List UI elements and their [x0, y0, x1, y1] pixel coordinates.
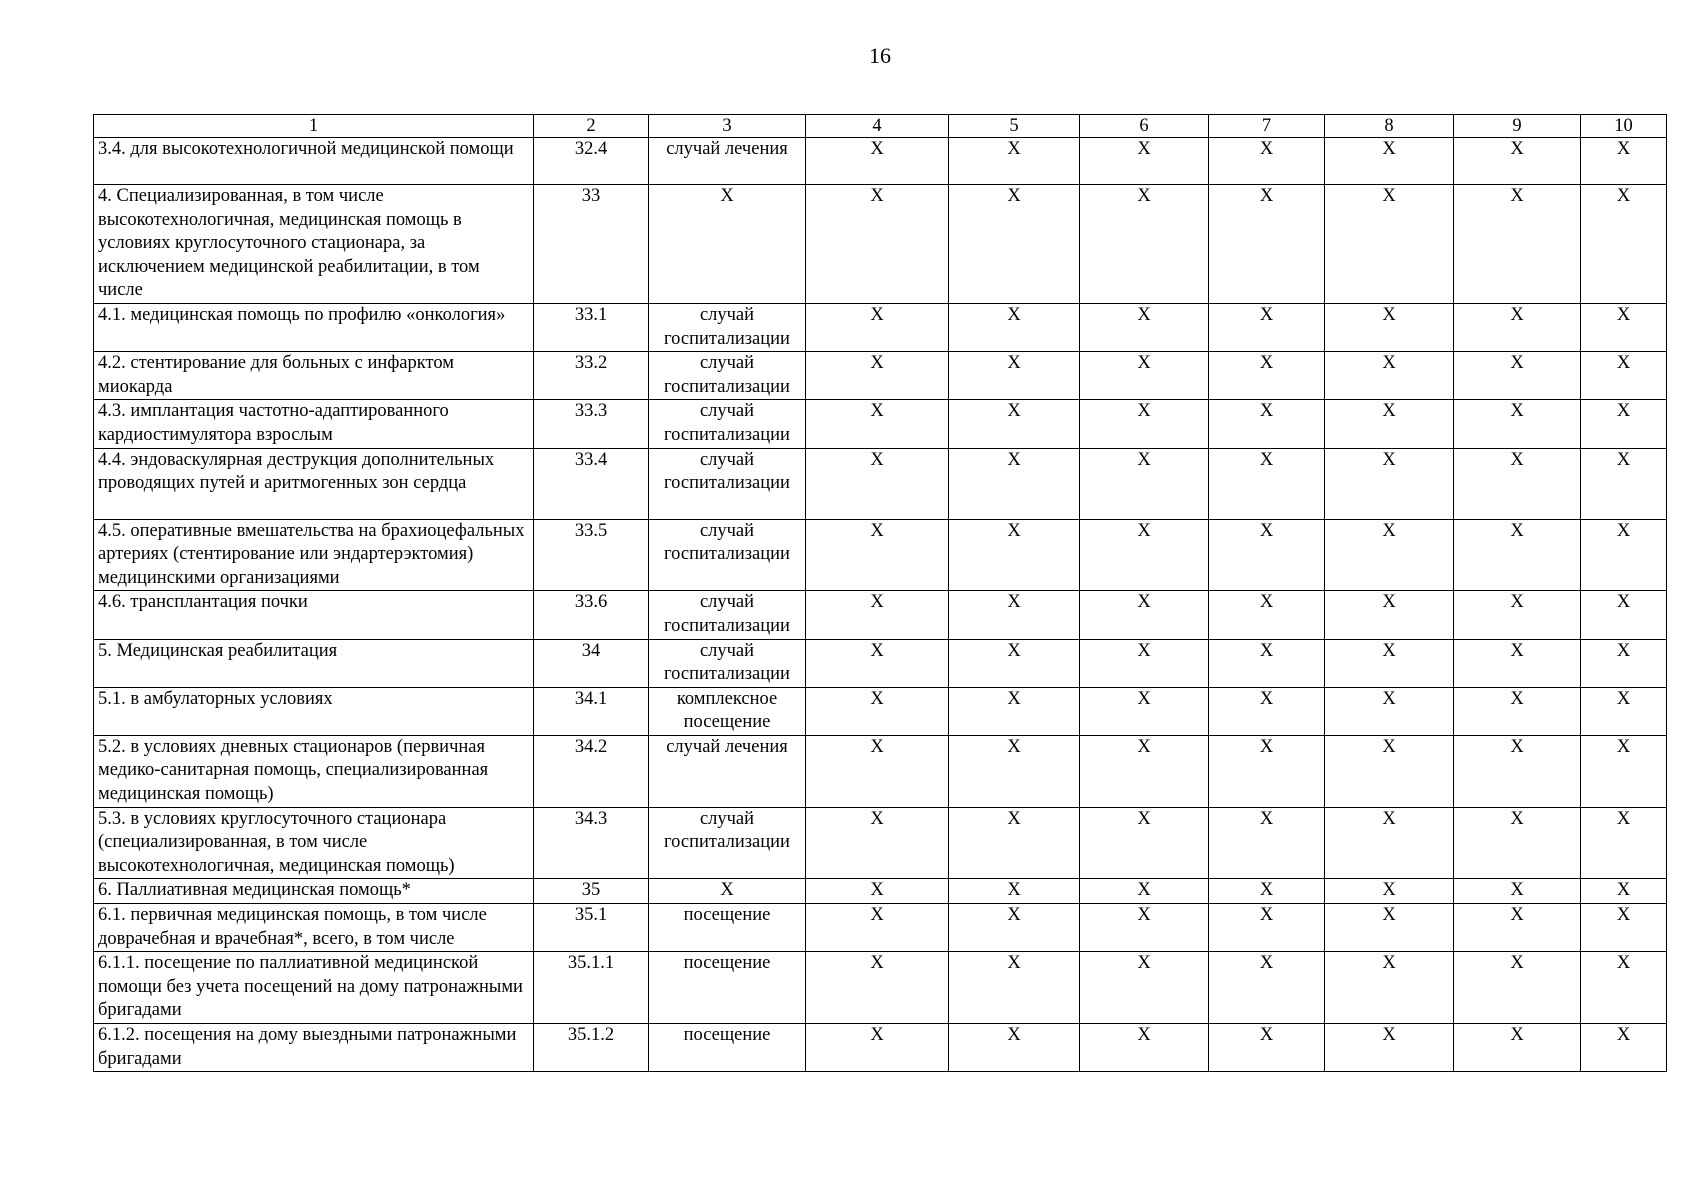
row-value-cell: X [1080, 952, 1209, 1024]
row-name-cell: 3.4. для высокотехнологичной медицинской помощи [94, 138, 534, 185]
row-value-cell: X [1454, 687, 1581, 735]
row-value-cell: X [949, 687, 1080, 735]
page-number: 16 [869, 43, 891, 68]
row-code-cell: 33.5 [534, 519, 649, 591]
row-value-cell: X [1209, 138, 1325, 185]
row-value-cell: X [1581, 400, 1667, 448]
row-value-cell: X [1581, 138, 1667, 185]
row-value-cell: X [949, 879, 1080, 904]
row-value-cell: X [1454, 879, 1581, 904]
row-value-cell: X [806, 639, 949, 687]
row-value-cell: X [1581, 1024, 1667, 1072]
row-value-cell: X [806, 591, 949, 639]
row-unit-cell: случай госпитализации [649, 807, 806, 879]
table-row [94, 400, 1667, 448]
row-value-cell: X [949, 352, 1080, 400]
row-code-cell: 33.2 [534, 352, 649, 400]
row-code-cell: 34.2 [534, 735, 649, 807]
row-name-cell: 4.6. трансплантация почки [94, 591, 534, 639]
row-value-cell: X [949, 400, 1080, 448]
row-value-cell: X [1325, 303, 1454, 351]
table-row [94, 904, 1667, 952]
row-value-cell: X [1581, 185, 1667, 304]
table-row [94, 138, 1667, 185]
row-value-cell: X [1080, 185, 1209, 304]
row-name-cell: 5.3. в условиях круглосуточного стационара (специализированная, в том числе высокотехнологичная, медицинская помощь) [94, 807, 534, 879]
header-cell: 7 [1209, 115, 1325, 138]
row-value-cell: X [1080, 303, 1209, 351]
row-value-cell: X [1325, 735, 1454, 807]
row-name-cell: 4.2. стентирование для больных с инфарктом миокарда [94, 352, 534, 400]
row-code-cell: 33.6 [534, 591, 649, 639]
row-name-cell: 6.1. первичная медицинская помощь, в том числе доврачебная и врачебная*, всего, в том числе [94, 904, 534, 952]
row-name-cell: 4. Специализированная, в том числе высокотехнологичная, медицинская помощь в условиях круглосуточного стационара, за исключением медицинской реабилитации, в том числе [94, 185, 534, 304]
row-name-cell: 6.1.1. посещение по паллиативной медицинской помощи без учета посещений на дому патронажными бригадами [94, 952, 534, 1024]
row-value-cell: X [1325, 400, 1454, 448]
row-value-cell: X [1581, 735, 1667, 807]
row-code-cell: 35.1.2 [534, 1024, 649, 1072]
row-value-cell: X [1581, 879, 1667, 904]
row-name-cell: 4.1. медицинская помощь по профилю «онкология» [94, 303, 534, 351]
row-value-cell: X [1209, 400, 1325, 448]
row-value-cell: X [949, 904, 1080, 952]
row-value-cell: X [1209, 591, 1325, 639]
table-row [94, 448, 1667, 519]
row-value-cell: X [1454, 400, 1581, 448]
row-value-cell: X [806, 448, 949, 519]
table-row [94, 879, 1667, 904]
row-value-cell: X [1209, 639, 1325, 687]
row-value-cell: X [1581, 952, 1667, 1024]
row-value-cell: X [949, 591, 1080, 639]
row-value-cell: X [1209, 879, 1325, 904]
header-cell: 6 [1080, 115, 1209, 138]
header-cell: 10 [1581, 115, 1667, 138]
row-value-cell: X [949, 1024, 1080, 1072]
row-unit-cell: посещение [649, 904, 806, 952]
row-value-cell: X [1454, 519, 1581, 591]
row-name-cell: 4.4. эндоваскулярная деструкция дополнительных проводящих путей и аритмогенных зон сердца [94, 448, 534, 519]
row-value-cell: X [1325, 591, 1454, 639]
row-value-cell: X [806, 807, 949, 879]
row-value-cell: X [1209, 952, 1325, 1024]
row-value-cell: X [1209, 185, 1325, 304]
row-value-cell: X [806, 952, 949, 1024]
row-value-cell: X [806, 185, 949, 304]
row-value-cell: X [1581, 303, 1667, 351]
row-value-cell: X [949, 138, 1080, 185]
header-cell: 4 [806, 115, 949, 138]
row-code-cell: 32.4 [534, 138, 649, 185]
row-value-cell: X [1080, 138, 1209, 185]
row-value-cell: X [806, 519, 949, 591]
row-value-cell: X [1209, 687, 1325, 735]
row-value-cell: X [1454, 807, 1581, 879]
row-code-cell: 34 [534, 639, 649, 687]
row-value-cell: X [806, 1024, 949, 1072]
row-value-cell: X [1080, 735, 1209, 807]
row-unit-cell: случай госпитализации [649, 448, 806, 519]
row-value-cell: X [1325, 448, 1454, 519]
row-name-cell: 5.1. в амбулаторных условиях [94, 687, 534, 735]
row-value-cell: X [1454, 904, 1581, 952]
row-value-cell: X [949, 639, 1080, 687]
row-code-cell: 35.1.1 [534, 952, 649, 1024]
row-code-cell: 33.4 [534, 448, 649, 519]
row-value-cell: X [1209, 303, 1325, 351]
row-value-cell: X [1454, 303, 1581, 351]
row-value-cell: X [1454, 1024, 1581, 1072]
row-name-cell: 5. Медицинская реабилитация [94, 639, 534, 687]
row-value-cell: X [1209, 1024, 1325, 1072]
row-value-cell: X [806, 904, 949, 952]
row-value-cell: X [1209, 448, 1325, 519]
row-value-cell: X [1325, 138, 1454, 185]
row-value-cell: X [1454, 448, 1581, 519]
row-unit-cell: случай лечения [649, 735, 806, 807]
row-code-cell: 34.3 [534, 807, 649, 879]
table-row [94, 807, 1667, 879]
row-value-cell: X [1325, 879, 1454, 904]
row-value-cell: X [1325, 952, 1454, 1024]
row-value-cell: X [1325, 687, 1454, 735]
table-row [94, 185, 1667, 304]
row-value-cell: X [949, 735, 1080, 807]
row-unit-cell: случай госпитализации [649, 639, 806, 687]
row-value-cell: X [1325, 904, 1454, 952]
row-name-cell: 6. Паллиативная медицинская помощь* [94, 879, 534, 904]
row-unit-cell: X [649, 185, 806, 304]
header-cell: 5 [949, 115, 1080, 138]
header-cell: 1 [94, 115, 534, 138]
row-value-cell: X [1209, 352, 1325, 400]
row-unit-cell: случай госпитализации [649, 519, 806, 591]
table-row [94, 687, 1667, 735]
row-value-cell: X [1080, 400, 1209, 448]
row-value-cell: X [949, 185, 1080, 304]
row-code-cell: 33 [534, 185, 649, 304]
row-value-cell: X [1080, 904, 1209, 952]
row-name-cell: 6.1.2. посещения на дому выездными патронажными бригадами [94, 1024, 534, 1072]
row-unit-cell: случай госпитализации [649, 352, 806, 400]
row-code-cell: 33.3 [534, 400, 649, 448]
row-value-cell: X [949, 303, 1080, 351]
row-value-cell: X [1209, 519, 1325, 591]
row-value-cell: X [1209, 735, 1325, 807]
table-row [94, 639, 1667, 687]
header-cell: 3 [649, 115, 806, 138]
row-value-cell: X [1454, 639, 1581, 687]
table-row [94, 352, 1667, 400]
row-value-cell: X [1581, 591, 1667, 639]
row-code-cell: 35.1 [534, 904, 649, 952]
row-value-cell: X [1080, 687, 1209, 735]
row-unit-cell: комплексное посещение [649, 687, 806, 735]
row-value-cell: X [1454, 138, 1581, 185]
row-value-cell: X [1581, 448, 1667, 519]
row-unit-cell: случай госпитализации [649, 303, 806, 351]
row-value-cell: X [1080, 879, 1209, 904]
row-value-cell: X [1325, 185, 1454, 304]
row-value-cell: X [1454, 352, 1581, 400]
row-unit-cell: посещение [649, 1024, 806, 1072]
row-name-cell: 4.3. имплантация частотно-адаптированного кардиостимулятора взрослым [94, 400, 534, 448]
row-value-cell: X [1581, 807, 1667, 879]
row-code-cell: 33.1 [534, 303, 649, 351]
row-value-cell: X [1209, 904, 1325, 952]
row-value-cell: X [1581, 352, 1667, 400]
row-value-cell: X [806, 879, 949, 904]
row-value-cell: X [949, 448, 1080, 519]
row-value-cell: X [806, 735, 949, 807]
row-code-cell: 34.1 [534, 687, 649, 735]
row-value-cell: X [806, 303, 949, 351]
row-value-cell: X [1325, 1024, 1454, 1072]
row-value-cell: X [949, 807, 1080, 879]
row-value-cell: X [1080, 591, 1209, 639]
row-name-cell: 5.2. в условиях дневных стационаров (первичная медико-санитарная помощь, специализированная медицинская помощь) [94, 735, 534, 807]
row-value-cell: X [1581, 519, 1667, 591]
row-value-cell: X [1080, 448, 1209, 519]
row-value-cell: X [1080, 519, 1209, 591]
row-unit-cell: случай лечения [649, 138, 806, 185]
row-value-cell: X [1581, 687, 1667, 735]
row-value-cell: X [1080, 1024, 1209, 1072]
row-value-cell: X [1454, 591, 1581, 639]
data-table [93, 114, 1667, 1072]
row-value-cell: X [1080, 639, 1209, 687]
header-cell: 8 [1325, 115, 1454, 138]
row-value-cell: X [949, 952, 1080, 1024]
row-value-cell: X [806, 352, 949, 400]
row-value-cell: X [1080, 807, 1209, 879]
header-row [94, 115, 1667, 138]
table-row [94, 1024, 1667, 1072]
table-row [94, 952, 1667, 1024]
table-row [94, 303, 1667, 351]
row-value-cell: X [1454, 952, 1581, 1024]
row-value-cell: X [1325, 352, 1454, 400]
row-value-cell: X [806, 138, 949, 185]
row-unit-cell: случай госпитализации [649, 400, 806, 448]
row-value-cell: X [1454, 185, 1581, 304]
row-value-cell: X [1325, 639, 1454, 687]
row-value-cell: X [1325, 807, 1454, 879]
row-value-cell: X [1454, 735, 1581, 807]
row-unit-cell: X [649, 879, 806, 904]
table-row [94, 519, 1667, 591]
table-row [94, 591, 1667, 639]
row-name-cell: 4.5. оперативные вмешательства на брахиоцефальных артериях (стентирование или эндартерэктомия) медицинскими организациями [94, 519, 534, 591]
row-value-cell: X [1209, 807, 1325, 879]
row-value-cell: X [1080, 352, 1209, 400]
row-value-cell: X [806, 400, 949, 448]
row-value-cell: X [1581, 904, 1667, 952]
header-cell: 2 [534, 115, 649, 138]
row-value-cell: X [949, 519, 1080, 591]
row-value-cell: X [1325, 519, 1454, 591]
row-code-cell: 35 [534, 879, 649, 904]
row-unit-cell: посещение [649, 952, 806, 1024]
row-value-cell: X [806, 687, 949, 735]
header-cell: 9 [1454, 115, 1581, 138]
row-unit-cell: случай госпитализации [649, 591, 806, 639]
table-row [94, 735, 1667, 807]
row-value-cell: X [1581, 639, 1667, 687]
